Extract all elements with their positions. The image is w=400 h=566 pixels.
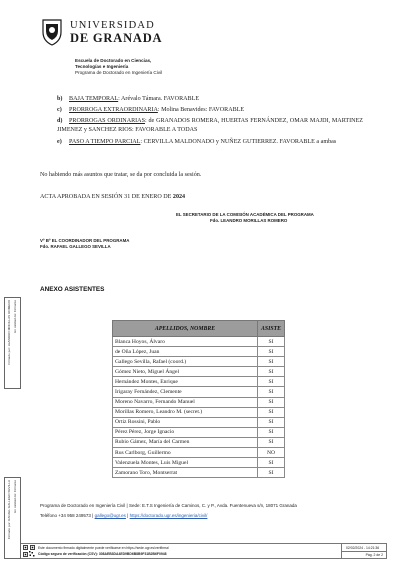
table-row xyxy=(113,427,285,437)
item-text: : de GRANADOS ROMERA, HUERTAS FERNÁNDEZ, OMAR MAJDI, MARTINEZ JIMENEZ y SANCHEZ RIOS: FAVORABLE A TODAS xyxy=(57,118,363,133)
approval-text: ACTA APROBADA EN SESIÓN 31 DE ENERO DE xyxy=(40,194,173,200)
footer-separator: | xyxy=(125,513,130,518)
attendance-value: SI xyxy=(258,357,285,367)
attendance-value: SI xyxy=(258,397,285,407)
column-header-name: APELLIDOS, NOMBRE xyxy=(113,321,258,337)
attendee-name: Gallego Sevilla, Rafael (coord.) xyxy=(113,357,258,367)
attendee-name: Rubio Gámez, María del Carmen xyxy=(113,437,258,447)
attendance-value: SI xyxy=(258,468,285,478)
school-name-2: Tecnologías e Ingeniería xyxy=(75,64,129,69)
table-header-row xyxy=(113,321,285,337)
attendee-name: Pérez Pérez, Jorge Ignacio xyxy=(113,427,258,437)
attendance-value: SI xyxy=(258,387,285,397)
attendee-name: de Oña López, Juan xyxy=(113,347,258,357)
approval-year: 2024 xyxy=(172,194,186,200)
coordinator-signature xyxy=(40,238,129,250)
table-row xyxy=(113,377,285,387)
table-row xyxy=(113,407,285,417)
attendance-value: SI xyxy=(258,347,285,357)
column-header-attends: ASISTE xyxy=(258,321,285,337)
item-key: e) xyxy=(57,139,62,145)
attendee-name: Ortiz Rossini, Pablo xyxy=(113,417,258,427)
table-row xyxy=(113,468,285,478)
footer-url-link[interactable]: https://doctorado.ugr.es/ingenieria/civil/ xyxy=(129,513,208,518)
table-row xyxy=(113,337,285,347)
attendance-value: SI xyxy=(258,407,285,417)
verification-bar xyxy=(20,543,387,559)
footer-address: Programa de Doctorado en Ingeniería Civil | Sede: E.T.S Ingeniería de Caminos, C. y P., Avda. Fuentenueva s/n, 18071 Granada xyxy=(40,503,297,508)
item-text: : Arévalo Támara. FAVORABLE xyxy=(118,96,200,102)
side-signature-box-2 xyxy=(4,477,21,559)
side-role-2: En calidad de: Firmante xyxy=(13,480,17,513)
item-text: : CERVILLA MALDONADO y NUÑEZ GUTIERREZ. FAVORABLE a ambas xyxy=(140,139,337,145)
list-item xyxy=(57,138,363,147)
table-row xyxy=(113,458,285,468)
footer-contact xyxy=(40,513,207,518)
item-key: c) xyxy=(57,107,62,113)
attendee-name: Gómez Nieto, Miguel Ángel xyxy=(113,367,258,377)
item-key: d) xyxy=(57,118,63,124)
footer-phone: Teléfono +34 958 249573 | xyxy=(40,513,95,518)
secretary-signature xyxy=(176,212,314,224)
table-row xyxy=(113,347,285,357)
side-signer-2: Firmado por: RAFAEL GALLEGO SEVILLA xyxy=(7,480,11,540)
attendance-table xyxy=(112,320,285,478)
side-signature-box-1 xyxy=(4,297,21,389)
signature-date: 02/02/2024 - 14:21:36 xyxy=(346,546,380,550)
list-item xyxy=(57,117,363,135)
item-text: : Molina Benavides: FAVORABLE xyxy=(157,107,245,113)
table-row xyxy=(113,437,285,447)
logo-line2: DE GRANADA xyxy=(70,31,163,45)
attendance-value: SI xyxy=(258,458,285,468)
item-key: b) xyxy=(57,96,63,102)
list-item xyxy=(57,95,363,104)
closing-sentence: No habiendo más asuntos que tratar, se da por concluida la sesión. xyxy=(40,172,202,178)
approval-line xyxy=(40,194,185,200)
attendance-value: NO xyxy=(258,448,285,458)
attendance-value: SI xyxy=(258,437,285,447)
school-name: Escuela de Doctorado en Ciencias, xyxy=(75,58,152,63)
verification-meta xyxy=(341,544,386,558)
side-signer-1: Firmado por: LEANDRO MORILLAS ROMERO xyxy=(7,300,11,365)
secretary-title: EL SECRETARIO DE LA COMISIÓN ACADÉMICA DEL PROGRAMA xyxy=(176,212,314,217)
attendee-name: Hernández Montes, Enrique xyxy=(113,377,258,387)
attendance-value: SI xyxy=(258,337,285,347)
crest-icon xyxy=(40,18,64,46)
attendee-name: Moreno Navarro, Fernando Manuel xyxy=(113,397,258,407)
table-row xyxy=(113,367,285,377)
attendee-name: Valenzuela Montes, Luis Miguel xyxy=(113,458,258,468)
coordinator-title: Vº Bº EL COORDINADOR DEL PROGRAMA xyxy=(40,238,130,243)
secretary-name: Fdo. LEANDRO MORILLAS ROMERO xyxy=(210,218,288,223)
item-label: PRORROGAS ORDINARIAS xyxy=(69,118,145,124)
item-label: PASO A TIEMPO PARCIAL xyxy=(69,139,141,145)
item-label: BAJA TEMPORAL xyxy=(69,96,119,102)
attendance-value: SI xyxy=(258,427,285,437)
verification-csv: Código seguro de verificación (CSV): 308AEB3DA4ED9BD6B8B9F31B2B6F0948 xyxy=(38,552,167,556)
table-row xyxy=(113,397,285,407)
annex-title: ANEXO ASISTENTES xyxy=(40,286,105,293)
table-row xyxy=(113,387,285,397)
qr-code-icon xyxy=(23,545,35,557)
table-row xyxy=(113,417,285,427)
attendee-name: Morillas Romero, Leandro M. (secret.) xyxy=(113,407,258,417)
side-role-1: En calidad de: Firmante xyxy=(13,300,17,333)
table-row xyxy=(113,448,285,458)
attendance-value: SI xyxy=(258,367,285,377)
coordinator-name: Fdo. RAFAEL GALLEGO SEVILLA xyxy=(40,244,111,249)
item-label: PRORROGA EXTRAORDINARIA xyxy=(69,107,158,113)
header-subtitle xyxy=(75,58,162,76)
page-number: Pág. 2 de 2 xyxy=(365,552,383,557)
program-name: Programa de Doctorado en Ingeniería Civil xyxy=(75,70,163,75)
list-item xyxy=(57,106,363,115)
verification-url-text: Este documento firmado digitalmente puede verificarse en https://sede.ugr.es/verifirma/ xyxy=(38,546,169,550)
attendee-name: Irigaray Fernández, Clemente xyxy=(113,387,258,397)
logo-line1: UNIVERSIDAD xyxy=(70,20,155,31)
attendee-name: Zamorano Toro, Montserrat xyxy=(113,468,258,478)
attendance-value: SI xyxy=(258,377,285,387)
attendee-name: Rus Carlborg, Guillermo xyxy=(113,448,258,458)
university-logo xyxy=(40,18,170,54)
attendance-value: SI xyxy=(258,417,285,427)
footer-email-link[interactable]: gallego@ugr.es xyxy=(94,513,126,518)
attendee-name: Blanca Hoyos, Álvaro xyxy=(113,337,258,347)
table-row xyxy=(113,357,285,367)
